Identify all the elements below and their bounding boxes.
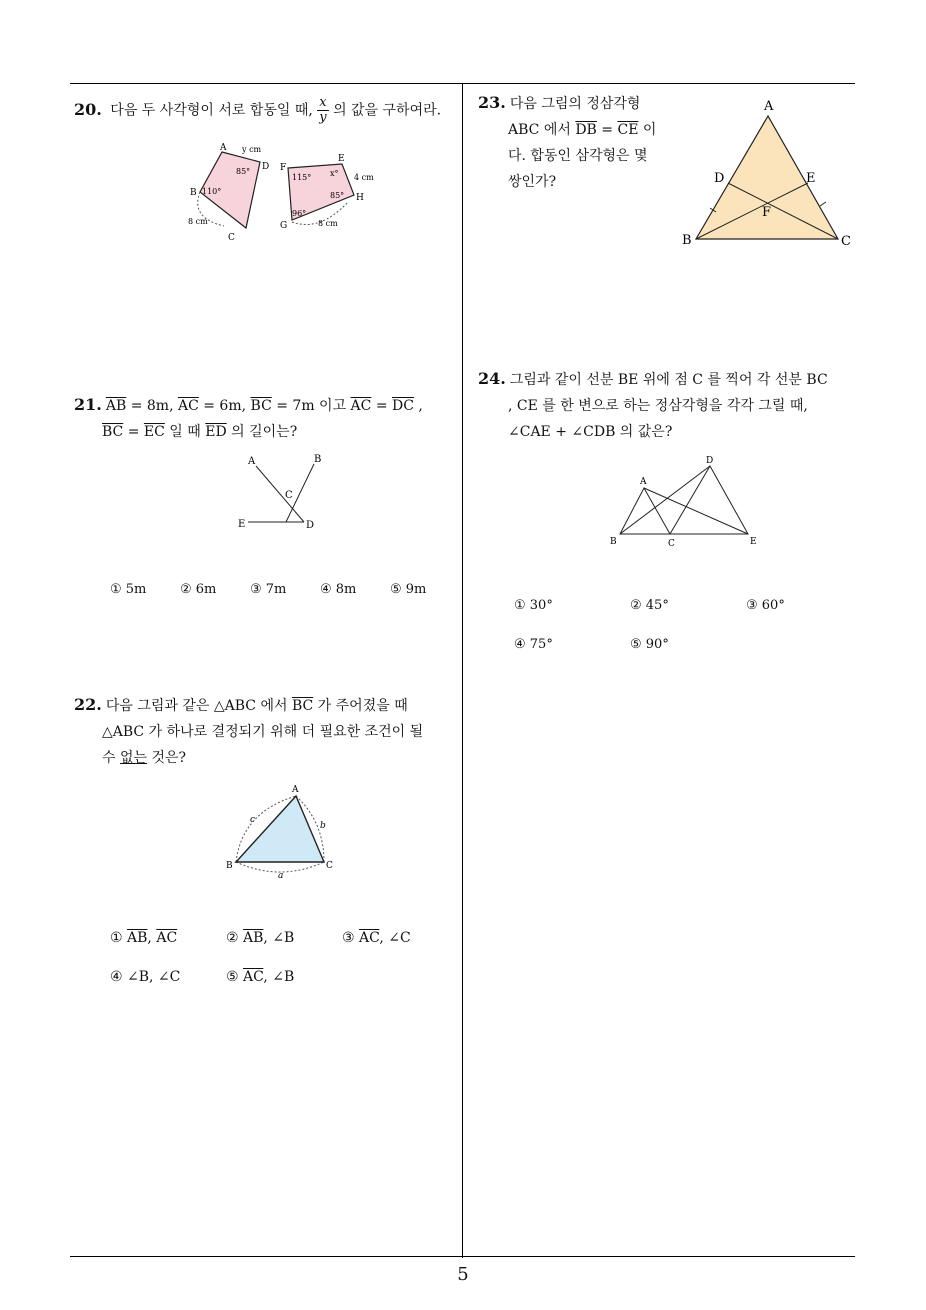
label-y: y cm	[242, 145, 262, 154]
text: ABC 에서	[508, 122, 576, 138]
page-number: 5	[457, 1264, 469, 1285]
text: , CE 를 한 변으로 하는 정삼각형을 각각 그릴 때,	[508, 398, 808, 414]
segment: $\overline{AB}$	[127, 930, 148, 946]
option-4[interactable]: ④ 8m	[320, 582, 357, 597]
option-2[interactable]: ② 6m	[180, 582, 217, 597]
bottom-rule	[70, 1256, 855, 1257]
option-3[interactable]: ③ 7m	[250, 582, 287, 597]
label-D: D	[262, 162, 270, 172]
option-1[interactable]	[110, 930, 177, 946]
text: 수	[102, 750, 120, 766]
label-C: C	[285, 490, 293, 501]
segment-ec: $\overline{EC}$	[143, 424, 165, 440]
option-3[interactable]	[342, 930, 411, 946]
label-B: B	[682, 233, 692, 248]
option-5[interactable]: ⑤ 90°	[630, 637, 669, 652]
fraction-numerator: x	[319, 95, 327, 110]
label-b: b	[320, 821, 326, 831]
sep: ,	[147, 930, 157, 946]
question-number: 23.	[478, 93, 506, 112]
sep: ,	[263, 969, 273, 985]
text: = 6m,	[198, 398, 251, 414]
text: ,	[413, 398, 423, 414]
label-F: F	[762, 205, 772, 220]
option-5[interactable]: ⑤ 9m	[390, 582, 427, 597]
segment: $\overline{AC}$	[156, 930, 178, 946]
q20-figure	[180, 140, 380, 250]
label-C: C	[326, 861, 333, 871]
label-angle-115: 115°	[292, 173, 312, 182]
text: 다. 합동인 삼각형은 몇	[508, 148, 648, 164]
text: 이	[638, 122, 657, 138]
option-5[interactable]	[226, 969, 294, 985]
label-E: E	[806, 171, 816, 186]
label-B: B	[226, 861, 233, 871]
sep: ,	[263, 930, 273, 946]
label-B: B	[610, 537, 617, 547]
label-G: G	[280, 221, 288, 231]
segment-db: $\overline{DB}$	[575, 122, 597, 138]
question-number: 20.	[74, 99, 102, 119]
q21-figure	[230, 450, 330, 535]
segment-ce: $\overline{CE}$	[617, 122, 639, 138]
fraction-denominator: y	[319, 110, 327, 125]
label-8cm-g: 8 cm	[318, 219, 338, 228]
label-angle-85-h: 85°	[330, 191, 345, 200]
label-angle-85: 85°	[236, 167, 251, 176]
label-angle-96: 96°	[292, 209, 307, 218]
text: 것은?	[147, 750, 187, 766]
text: 다음 그림과 같은 △ABC 에서	[105, 698, 292, 714]
option-num: ③	[342, 930, 355, 946]
segment: $\overline{AC}$	[243, 969, 264, 985]
question-text-end: 의 값을 구하여라.	[333, 102, 442, 119]
underlined-text: 없는	[119, 750, 148, 766]
text: =	[371, 398, 393, 414]
segment: $\overline{AC}$	[359, 930, 380, 946]
label-E: E	[750, 537, 757, 547]
segment-bc: $\overline{BC}$	[250, 398, 272, 414]
label-A: A	[220, 143, 227, 153]
option-1[interactable]: ① 5m	[110, 582, 147, 597]
option-1[interactable]: ① 30°	[514, 598, 553, 613]
question-number: 24.	[478, 369, 506, 388]
q22-figure	[222, 782, 342, 882]
segment-ed: $\overline{ED}$	[205, 424, 227, 440]
angles: ∠B, ∠C	[127, 969, 181, 985]
question-24	[478, 366, 860, 445]
text: 일 때	[164, 424, 206, 440]
option-num: ②	[226, 930, 239, 946]
label-E: E	[338, 154, 345, 164]
option-4[interactable]: ④ 75°	[514, 637, 553, 652]
text: =	[123, 424, 144, 440]
question-23	[478, 90, 678, 195]
option-4[interactable]	[110, 969, 180, 985]
option-num: ①	[110, 930, 123, 946]
sep: ,	[379, 930, 389, 946]
angle: ∠C	[388, 930, 411, 946]
text: ∠CAE + ∠CDB 의 값은?	[508, 424, 673, 440]
q24-figure	[604, 452, 764, 552]
segment-ac: $\overline{AC}$	[177, 398, 199, 414]
label-C: C	[228, 233, 235, 243]
label-D: D	[714, 171, 725, 186]
label-H: H	[356, 193, 364, 203]
question-text: 다음 두 사각형이 서로 합동일 때,	[110, 102, 313, 119]
segment-ac: $\overline{AC}$	[350, 398, 372, 414]
label-8cm: 8 cm	[188, 217, 208, 226]
label-C: C	[841, 234, 851, 249]
label-C: C	[668, 539, 675, 549]
fraction-x-over-y	[317, 96, 328, 125]
label-E: E	[238, 519, 246, 530]
question-20	[74, 96, 459, 125]
label-x: x°	[330, 169, 339, 178]
column-divider	[462, 83, 463, 1258]
label-B: B	[190, 188, 197, 198]
label-4cm: 4 cm	[354, 173, 374, 182]
label-D: D	[706, 456, 714, 466]
option-3[interactable]: ③ 60°	[746, 598, 785, 613]
question-22	[74, 692, 459, 771]
text: 다음 그림의 정삼각형	[509, 96, 641, 112]
label-F: F	[280, 163, 287, 173]
text: 의 길이는?	[226, 424, 298, 440]
label-A: A	[640, 477, 647, 487]
q23-figure	[680, 96, 860, 251]
label-B: B	[314, 454, 322, 465]
option-2[interactable]	[226, 930, 294, 946]
question-number: 21.	[74, 395, 102, 414]
option-num: ⑤	[226, 969, 239, 985]
text: △ABC 가 하나로 결정되기 위해 더 필요한 조건이 될	[102, 724, 424, 740]
label-angle-110: 110°	[202, 187, 222, 196]
text: = 7m 이고	[271, 398, 351, 414]
label-A: A	[764, 99, 774, 114]
angle: ∠B	[272, 930, 295, 946]
label-D: D	[306, 520, 315, 531]
option-num: ④	[110, 969, 123, 985]
label-a: a	[278, 871, 284, 881]
question-number: 22.	[74, 695, 102, 714]
segment: $\overline{AB}$	[243, 930, 264, 946]
segment-bc: $\overline{BC}$	[291, 698, 314, 714]
text: =	[596, 122, 618, 138]
label-A: A	[292, 785, 299, 795]
label-c: c	[250, 815, 256, 825]
segment-dc: $\overline{DC}$	[392, 398, 414, 414]
text: 쌍인가?	[508, 174, 557, 190]
angle: ∠B	[272, 969, 295, 985]
text: 가 주어졌을 때	[313, 698, 408, 714]
option-2[interactable]: ② 45°	[630, 598, 669, 613]
segment-bc: $\overline{BC}$	[102, 424, 124, 440]
triangle-abc	[236, 796, 324, 862]
segment-ab: $\overline{AB}$	[105, 398, 127, 414]
text: 그림과 같이 선분 BE 위에 점 C 를 찍어 각 선분 BC	[509, 372, 828, 388]
text: = 8m,	[126, 398, 178, 414]
question-21	[74, 392, 459, 445]
label-A: A	[248, 456, 256, 467]
